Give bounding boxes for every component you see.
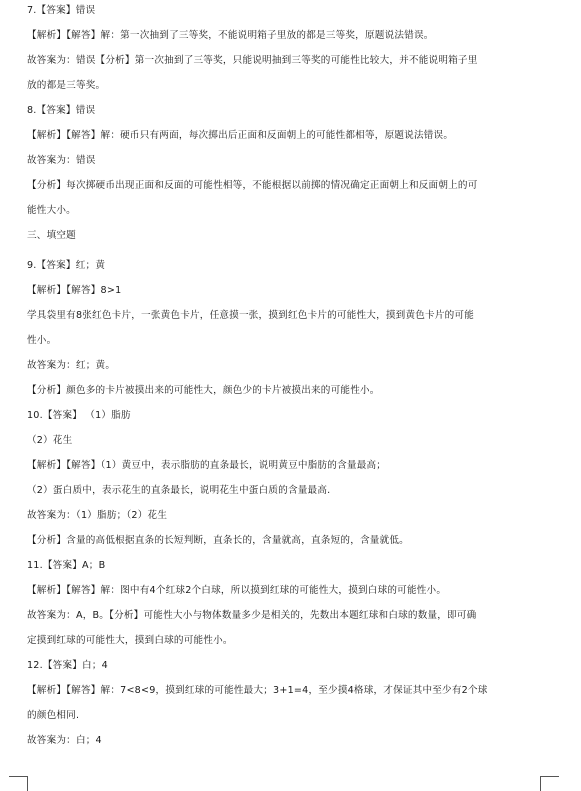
q8-analysis: 【分析】每次掷硬币出现正面和反面的可能性相等，不能根据以前掷的情况确定正面朝上和反面朝上的可 (27, 180, 478, 191)
q9-solution-cont: 性小。 (27, 335, 57, 346)
q9-analysis: 【分析】颜色多的卡片被摸出来的可能性大，颜色少的卡片被摸出来的可能性小。 (27, 385, 380, 396)
page-corner-mark-right (540, 776, 559, 791)
q8-final-answer: 故答案为：错误 (27, 155, 96, 166)
q11-analysis-cont: 定摸到红球的可能性大，摸到白球的可能性小。 (27, 635, 233, 646)
section-heading: 三、填空题 (27, 230, 76, 241)
q7-final-answer-cont: 放的都是三等奖。 (27, 80, 106, 91)
q9-solution-detail: 学具袋里有8张红色卡片，一张黄色卡片，任意摸一张，摸到红色卡片的可能性大，摸到黄色卡片的可能 (27, 310, 475, 321)
q11-solution: 【解析】【解答】解：图中有4个红球2个白球，所以摸到红球的可能性大，摸到白球的可能性小。 (27, 585, 447, 596)
q8-answer: 8.【答案】错误 (27, 105, 96, 116)
q7-answer: 7.【答案】错误 (27, 5, 96, 16)
q7-final-answer: 故答案为：错误【分析】第一次抽到了三等奖，只能说明抽到三等奖的可能性比较大，并不能说明箱子里 (27, 55, 478, 66)
q10-answer-part2: （2）花生 (27, 435, 73, 446)
q10-final-answer: 故答案为：（1）脂肪；（2）花生 (27, 510, 168, 521)
q10-solution-part2: （2）蛋白质中，表示花生的直条最长，说明花生中蛋白质的含量最高. (27, 485, 331, 496)
page-corner-mark-left (9, 776, 28, 791)
q8-analysis-cont: 能性大小。 (27, 205, 76, 216)
q10-answer: 10.【答案】 （1）脂肪 (27, 410, 131, 421)
q11-answer: 11.【答案】A；B (27, 560, 106, 571)
q12-final-answer: 故答案为：白；4 (27, 735, 102, 746)
q7-solution: 【解析】【解答】解：第一次抽到了三等奖，不能说明箱子里放的都是三等奖，原题说法错误。 (27, 30, 434, 41)
q12-solution: 【解析】【解答】解：7<8<9，摸到红球的可能性最大；3+1=4，至少摸4格球，才保证其中至少有2个球 (27, 685, 488, 696)
q12-solution-cont: 的颜色相同. (27, 710, 80, 721)
q9-final-answer: 故答案为：红；黄。 (27, 360, 116, 371)
q10-solution: 【解析】【解答】（1）黄豆中，表示脂肪的直条最长，说明黄豆中脂肪的含量最高； (27, 460, 387, 471)
q9-solution: 【解析】【解答】8>1 (27, 285, 122, 296)
q9-answer: 9.【答案】红；黄 (27, 260, 106, 271)
q12-answer: 12.【答案】白；4 (27, 660, 108, 671)
q8-solution: 【解析】【解答】解：硬币只有两面，每次掷出后正面和反面朝上的可能性都相等，原题说法错误。 (27, 130, 454, 141)
q11-final-answer: 故答案为：A，B。【分析】可能性大小与物体数量多少是相关的，先数出本题红球和白球的数量，即可确 (27, 610, 477, 621)
q10-analysis: 【分析】含量的高低根据直条的长短判断，直条长的，含量就高，直条短的，含量就低。 (27, 535, 409, 546)
